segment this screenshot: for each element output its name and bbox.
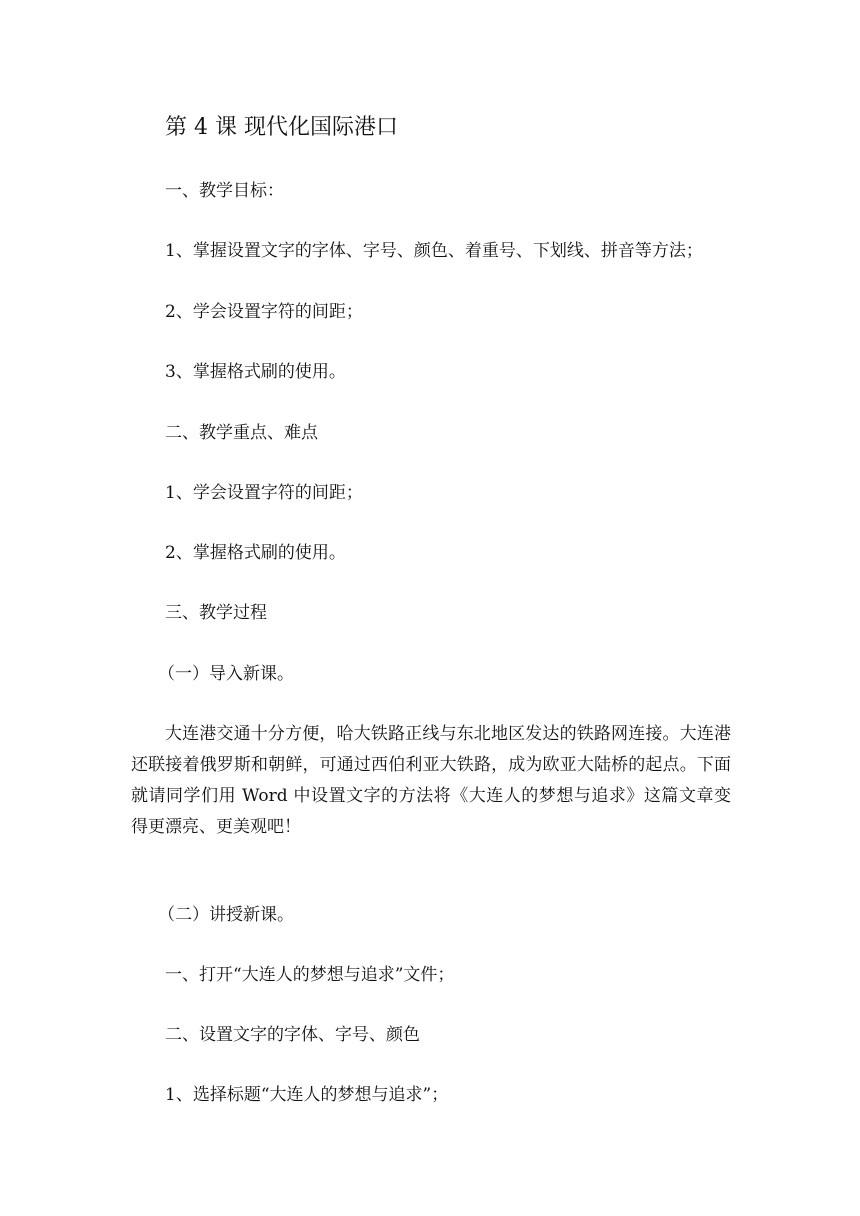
lesson-title: 第 4 课 现代化国际港口 [165, 115, 398, 140]
subsection-heading-intro: （一）导入新课。 [158, 664, 294, 684]
objective-item-1: 1、掌握设置文字的字体、字号、颜色、着重号、下划线、拼音等方法； [165, 241, 703, 261]
objective-item-3: 3、掌握格式刷的使用。 [165, 362, 346, 382]
section-heading-process: 三、教学过程 [165, 603, 267, 623]
section-heading-objectives: 一、教学目标： [165, 181, 284, 201]
step-item-2: 二、设置文字的字体、字号、颜色 [165, 1025, 420, 1045]
step-item-1: 一、打开“大连人的梦想与追求”文件； [165, 965, 455, 985]
section-heading-keypoints: 二、教学重点、难点 [165, 423, 318, 443]
objective-item-2: 2、学会设置字符的间距； [165, 302, 363, 322]
keypoint-item-2: 2、掌握格式刷的使用。 [165, 543, 346, 563]
step-item-2-1: 1、选择标题“大连人的梦想与追求”； [165, 1085, 449, 1105]
subsection-heading-teaching: （二）讲授新课。 [158, 905, 294, 925]
keypoint-item-1: 1、学会设置字符的间距； [165, 483, 363, 503]
intro-paragraph: 大连港交通十分方便，哈大铁路正线与东北地区发达的铁路网连接。大连港还联接着俄罗斯和朝鲜，可通过西伯利亚大铁路，成为欧亚大陆桥的起点。下面就请同学们用 Word 中设置文字的方法将《大连人的梦想与追求》这篇文章变得更漂亮、更美观吧！ [131, 724, 731, 837]
